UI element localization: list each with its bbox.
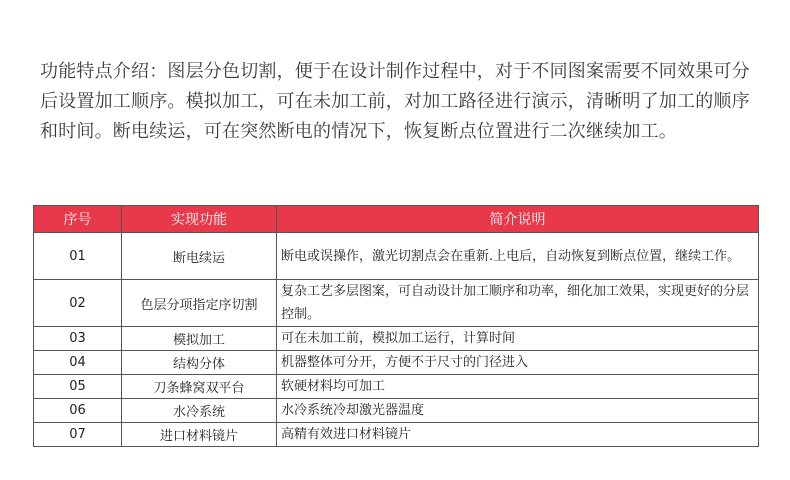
table-row (34, 375, 759, 399)
row-desc: 机器整体可分开，方便不于尺寸的门径进入 (277, 351, 759, 375)
header-desc: 简介说明 (277, 206, 759, 233)
row-func: 断电续运 (122, 233, 277, 280)
row-num: 07 (34, 423, 122, 447)
row-func: 水冷系统 (122, 399, 277, 423)
row-desc: 水冷系统冷却激光器温度 (277, 399, 759, 423)
row-num: 02 (34, 280, 122, 327)
intro-paragraph: 功能特点介绍：图层分色切割，便于在设计制作过程中，对于不同图案需要不同效果可分后设置加工顺序。模拟加工，可在未加工前，对加工路径进行演示，清晰明了加工的顺序和时间。断电续运，可在突然断电的情况下，恢复断点位置进行二次继续加工。 (40, 61, 750, 142)
row-func: 刀条蜂窝双平台 (122, 375, 277, 399)
table-row (34, 327, 759, 351)
row-desc: 断电或误操作，激光切割点会在重新.上电后，自动恢复到断点位置，继续工作。 (277, 233, 759, 280)
table-row (34, 280, 759, 327)
row-func: 进口材料镜片 (122, 423, 277, 447)
header-num: 序号 (34, 206, 122, 233)
row-desc: 高精有效进口材料镜片 (277, 423, 759, 447)
row-desc: 软硬材料均可加工 (277, 375, 759, 399)
row-num: 06 (34, 399, 122, 423)
row-num: 01 (34, 233, 122, 280)
row-num: 03 (34, 327, 122, 351)
header-func: 实现功能 (122, 206, 277, 233)
row-func: 模拟加工 (122, 327, 277, 351)
table-row (34, 351, 759, 375)
table-header-row (34, 206, 759, 233)
row-num: 05 (34, 375, 122, 399)
feature-table (33, 205, 759, 447)
row-func: 结构分体 (122, 351, 277, 375)
table-row (34, 399, 759, 423)
table-row (34, 233, 759, 280)
row-func: 色层分项指定序切割 (122, 280, 277, 327)
row-desc: 可在未加工前，模拟加工运行，计算时间 (277, 327, 759, 351)
table-row (34, 423, 759, 447)
row-desc: 复杂工艺多层图案，可自动设计加工顺序和功率，细化加工效果，实现更好的分层控制。 (277, 280, 759, 327)
row-num: 04 (34, 351, 122, 375)
